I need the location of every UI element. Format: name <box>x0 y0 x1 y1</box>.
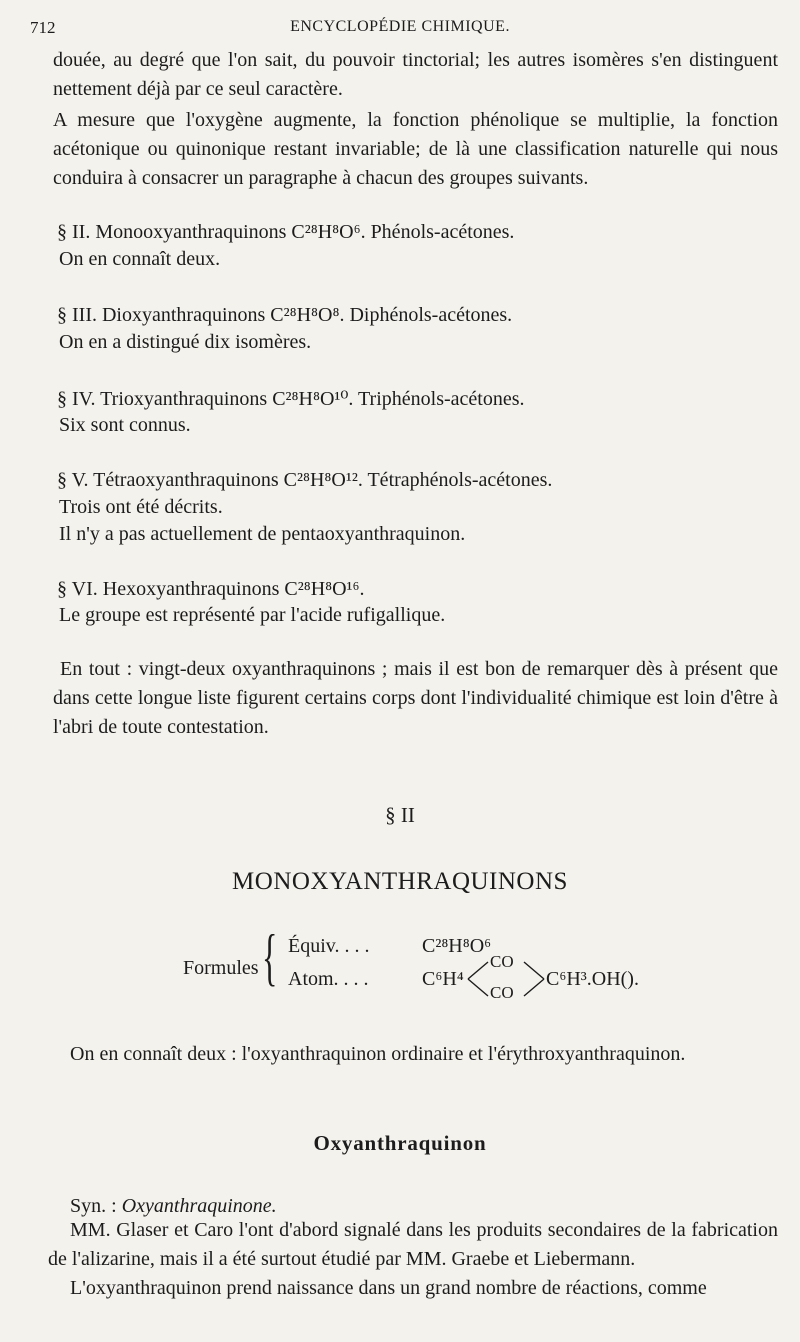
compound-paragraph-1: MM. Glaser et Caro l'ont d'abord signalé dans les produits secondaires de la fabrication de l'alizarine, mais il a été surtout étudié par MM. Graebe et Liebermann. <box>48 1219 778 1270</box>
compound-paragraph-2: L'oxyanthraquinon prend naissance dans un grand nombre de réactions, comme <box>70 1277 707 1299</box>
group-note: Six sont connus. <box>59 414 191 436</box>
group-mark: § VI. <box>57 578 98 600</box>
intro-paragraph-2: A mesure que l'oxygène augmente, la fonction phénolique se multiplie, la fonction acétonique ou quinonique restant invariable; de là une classification naturelle qui nous conduira à consacrer un paragraphe à chacun des groupes suivants. <box>53 109 778 189</box>
carbonyl-top: CO <box>490 952 514 971</box>
atom-right-group: C⁶H³.OH(). <box>546 968 639 990</box>
group-formula: C²⁸H⁸O⁸. <box>270 304 345 326</box>
group-note: Il n'y a pas actuellement de pentaoxyanthraquinon. <box>59 523 466 545</box>
brace-icon: { <box>262 921 278 992</box>
carbonyl-bridge <box>466 952 548 1006</box>
group-mark: § II. <box>57 221 91 243</box>
group-heading <box>57 302 512 328</box>
group-type: Phénols-acétones. <box>370 221 515 243</box>
group-name: Monooxyanthraquinons <box>95 221 287 243</box>
group-name: Trioxyanthraquinons <box>100 388 268 410</box>
group-type: Diphénols-acétones. <box>349 304 513 326</box>
group-mark: § IV. <box>57 388 96 410</box>
section-mark: § II <box>385 803 415 827</box>
group-formula: C²⁸H⁸O¹⁶. <box>284 578 365 600</box>
synonym-value: Oxyanthraquinone. <box>121 1195 277 1217</box>
group-mark: § III. <box>57 304 97 326</box>
group-name: Hexoxyanthraquinons <box>102 578 280 600</box>
carbonyl-bottom: CO <box>490 983 514 1002</box>
section-title: MONOXYANTHRAQUINONS <box>232 868 568 895</box>
equiv-formula: C²⁸H⁸O⁶ <box>422 935 492 957</box>
compound-title: Oxyanthraquinon <box>313 1131 487 1155</box>
group-heading <box>57 467 552 493</box>
group-name: Tétraoxyanthraquinons <box>93 469 279 491</box>
group-formula: C²⁸H⁸O¹². <box>283 469 363 491</box>
group-heading <box>57 386 525 412</box>
group-mark: § V. <box>57 469 89 491</box>
synonym-label: Syn. : <box>70 1195 117 1217</box>
page-number: 712 <box>30 18 56 37</box>
atom-label: Atom. . . . <box>288 968 369 990</box>
group-note: On en connaît deux. <box>59 248 221 270</box>
page-header <box>30 18 770 42</box>
equiv-label: Équiv. . . . <box>288 935 370 957</box>
group-name: Dioxyanthraquinons <box>101 304 266 326</box>
group-note: Le groupe est représenté par l'acide rufigallique. <box>59 604 446 626</box>
atom-left-group: C⁶H⁴ <box>422 968 464 990</box>
group-note: On en a distingué dix isomères. <box>59 331 312 353</box>
group-heading <box>57 576 365 602</box>
formules-label: Formules <box>183 957 259 979</box>
intro-paragraph-1: douée, au degré que l'on sait, du pouvoir tinctorial; les autres isomères s'en distinguent nettement déjà par ce seul caractère. <box>53 49 778 100</box>
group-type: Triphénols-acétones. <box>358 388 525 410</box>
summary-paragraph: En tout : vingt-deux oxyanthraquinons ; mais il est bon de remarquer dès à présent que dans cette longue liste figurent certains corps dont l'individualité chimique est loin d'être à l'abri de toute contestation. <box>53 658 778 738</box>
synonym-line <box>70 1195 277 1218</box>
running-title: ENCYCLOPÉDIE CHIMIQUE. <box>290 18 510 35</box>
group-formula: C²⁸H⁸O⁶. <box>291 221 366 243</box>
section-intro: On en connaît deux : l'oxyanthraquinon ordinaire et l'érythroxyanthraquinon. <box>70 1043 686 1065</box>
group-heading <box>57 219 514 245</box>
group-formula: C²⁸H⁸O¹⁰. <box>272 388 354 410</box>
group-type: Tétraphénols-acétones. <box>367 469 553 491</box>
group-note: Trois ont été décrits. <box>59 496 223 518</box>
